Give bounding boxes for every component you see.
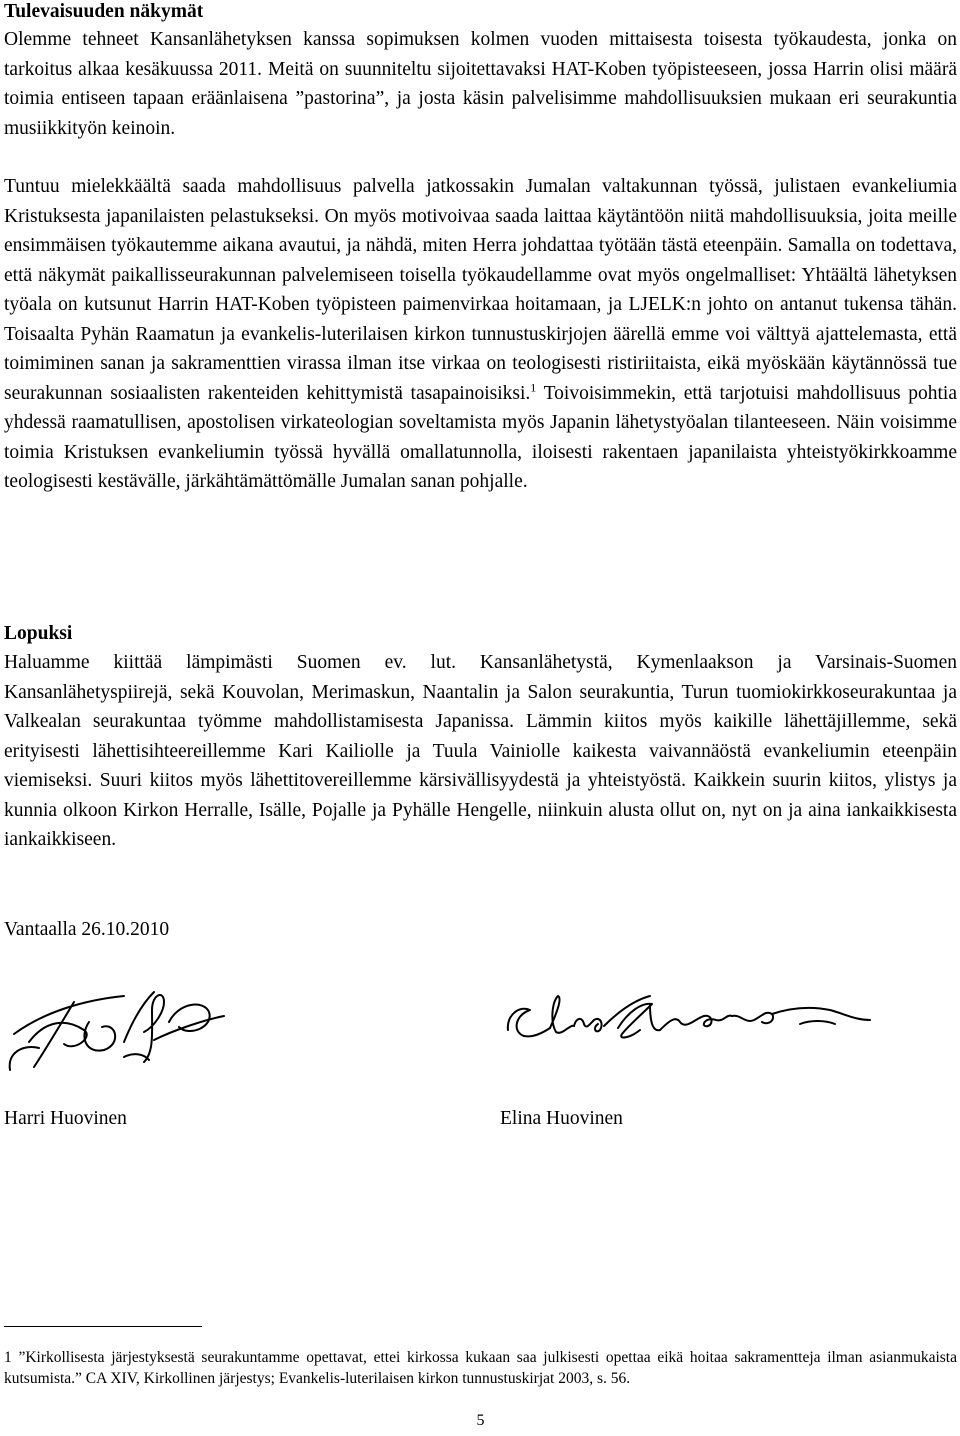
footnote-separator [4,1326,202,1327]
section-heading-closing: Lopuksi [4,623,73,644]
signer-name-harri: Harri Huovinen [4,1108,127,1129]
signature-elina [500,990,880,1050]
paragraph-ministry [4,172,957,497]
footnote-number: 1 [4,1349,12,1366]
signature-harri [4,982,284,1072]
signer-name-elina: Elina Huovinen [500,1108,623,1129]
section-heading-future: Tulevaisuuden näkymät [4,1,204,22]
paragraph-thanks: Haluamme kiittää lämpimästi Suomen ev. lut. Kansanlähetystä, Kymenlaakson ja Varsinais-Suomen Kansanlähetyspiirejä, sekä Kouvolan, Merimaskun, Naantalin ja Salon seurakuntia, Turun tuomiokirkkoseurakuntaa ja Valkealan seurakuntaa työmme mahdollistamisesta Japanissa. Lämmin kiitos myös kaikille lähettäjillemme, sekä erityisesti lähettisihteereillemme Kari Kailiolle ja Tuula Vainiolle kaikesta vaivannäöstä evankeliumin eteenpäin viemiseksi. Suuri kiitos myös lähettitovereillemme kärsivällisyydestä ja yhteistyöstä. Kaikkein suurin kiitos, ylistys ja kunnia olkoon Kirkon Herralle, Isälle, Pojalle ja Pyhälle Hengelle, niinkuin alusta ollut on, nyt on ja aina iankaikkisesta iankaikkiseen. [4,652,957,850]
footnote [4,1347,957,1389]
place-and-date: Vantaalla 26.10.2010 [4,919,170,940]
footnote-reference[interactable]: 1 [530,380,537,394]
page-number: 5 [476,1412,485,1429]
paragraph-ministry-text: Tuntuu mielekkäältä saada mahdollisuus palvella jatkossakin Jumalan valtakunnan työssä, julistaen evankeliumia Kristuksesta japanilaisten pelastukseksi. On myös motivoivaa saada laittaa käytäntöön niitä mahdollisuuksia, joita meille ensimmäisen työkautemme aikana avautui, ja nähdä, miten Herra johdattaa työtään tästä eteenpäin. Samalla on todettava, että näkymät paikallisseurakunnan palvelemiseen toisella työkaudellamme ovat myös ongelmalliset: Yhtäältä lähetyksen työala on kutsunut Harrin HAT-Koben työpisteen paimenvirkaa hoitamaan, ja LJELK:n johto on antanut tukensa tähän. Toisaalta Pyhän Raamatun ja evankelis-luterilaisen kirkon tunnustuskirjojen äärellä emme voi välttyä ajattelemasta, että toimiminen sanan ja sakramenttien virassa ilman itse virkaa on teologisesti ristiriitaista, eikä myöskään käytännössä tue seurakunnan sosiaalisten rakenteiden kehittymistä tasapainoisiksi. [4,176,957,404]
paragraph-ministry-text-continued: Toivoisimmekin, että tarjotuisi mahdollisuus pohtia yhdessä raamatullisen, apostolisen virkateologian soveltamista myös Japanin lähetystyöalan tilanteeseen. Näin voisimme toimia Kristuksen evankeliumin työssä hyvällä omallatunnolla, iloisesti rakentaen japanilaista yhteistyökirkkoamme teologisesti kestävälle, järkähtämättömälle Jumalan sanan pohjalle. [4,382,957,492]
footnote-text: ”Kirkollisesta järjestyksestä seurakuntamme opettavat, ettei kirkossa kukaan saa julkisesti opettaa eikä hoitaa sakramentteja ilman asianmukaista kutsumista.” CA XIV, Kirkollinen järjestys; Evankelis-luterilaisen kirkon tunnustuskirjat 2003, s. 56. [4,1349,957,1387]
paragraph-contract: Olemme tehneet Kansanlähetyksen kanssa sopimuksen kolmen vuoden mittaisesta toisesta työkaudesta, jonka on tarkoitus alkaa kesäkuussa 2011. Meitä on suunniteltu sijoitettavaksi HAT-Koben työpisteeseen, jossa Harrin olisi määrä toimia entiseen tapaan eräänlaisena ”pastorina”, ja josta käsin palvelisimme mahdollisuuksien mukaan eri seurakuntia musiikkityön keinoin. [4,29,957,139]
